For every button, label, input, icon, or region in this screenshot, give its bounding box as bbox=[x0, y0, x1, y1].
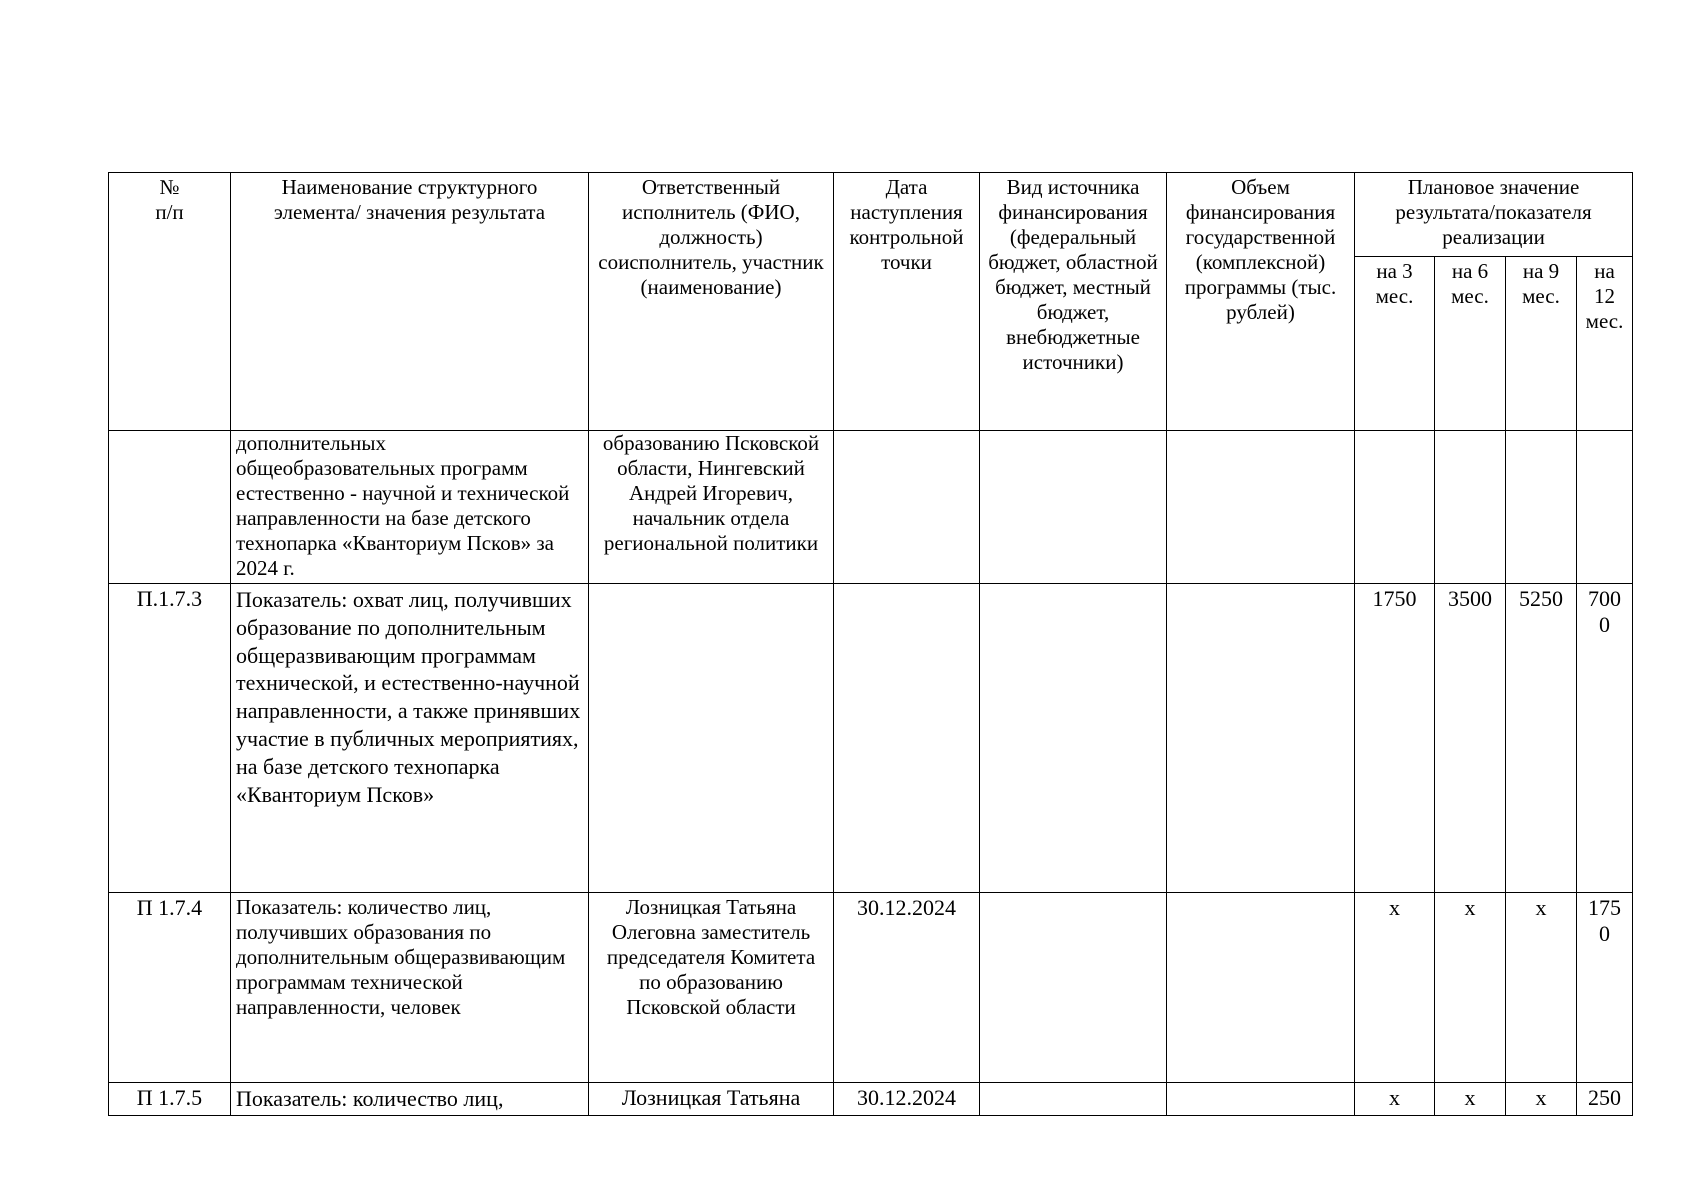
row-responsible: Лозницкая Татьяна bbox=[589, 1083, 834, 1116]
row-name: Показатель: охват лиц, получивших образование по дополнительным общеразвивающим программам технической, и естественно-научной направленности, а также принявших участие в публичных мероприятиях, на базе детского технопарка «Кванториум Псков» bbox=[231, 584, 589, 893]
row-plan-12 bbox=[1577, 431, 1633, 584]
table-row bbox=[109, 1083, 1633, 1116]
table-row bbox=[109, 584, 1633, 893]
row-num: П.1.7.3 bbox=[109, 584, 231, 893]
row-plan-9: х bbox=[1506, 893, 1577, 1083]
header-plan: Плановое значение результата/показателя реализации bbox=[1355, 173, 1633, 257]
row-plan-3: х bbox=[1355, 1083, 1435, 1116]
row-source bbox=[980, 893, 1167, 1083]
header-volume: Объем финансирования государственной (комплексной) программы (тыс. рублей) bbox=[1167, 173, 1355, 431]
row-num: П 1.7.5 bbox=[109, 1083, 231, 1116]
row-plan-6 bbox=[1435, 431, 1506, 584]
row-volume bbox=[1167, 893, 1355, 1083]
row-plan-3: х bbox=[1355, 893, 1435, 1083]
table-row bbox=[109, 431, 1633, 584]
row-source bbox=[980, 584, 1167, 893]
table-row bbox=[109, 893, 1633, 1083]
header-plan-12: на 12 мес. bbox=[1577, 257, 1633, 431]
row-responsible: образованию Псковской области, Нингевский Андрей Игоревич, начальник отдела региональной политики bbox=[589, 431, 834, 584]
header-responsible: Ответственный исполнитель (ФИО, должность) соисполнитель, участник (наименование) bbox=[589, 173, 834, 431]
row-num bbox=[109, 431, 231, 584]
row-plan-9: х bbox=[1506, 1083, 1577, 1116]
row-volume bbox=[1167, 1083, 1355, 1116]
header-num: № п/п bbox=[109, 173, 231, 431]
row-plan-6: х bbox=[1435, 1083, 1506, 1116]
row-date: 30.12.2024 bbox=[834, 893, 980, 1083]
header-plan-3: на 3 мес. bbox=[1355, 257, 1435, 431]
row-plan-9: 5250 bbox=[1506, 584, 1577, 893]
header-source: Вид источника финансирования (федеральный бюджет, областной бюджет, местный бюджет, внебюджетные источники) bbox=[980, 173, 1167, 431]
row-plan-12: 175 0 bbox=[1577, 893, 1633, 1083]
row-plan-9 bbox=[1506, 431, 1577, 584]
header-name: Наименование структурного элемента/ значения результата bbox=[231, 173, 589, 431]
row-volume bbox=[1167, 584, 1355, 893]
header-date: Дата наступления контрольной точки bbox=[834, 173, 980, 431]
row-name: дополнительных общеобразовательных программ естественно - научной и технической направленности на базе детского технопарка «Кванториум Псков» за 2024 г. bbox=[231, 431, 589, 584]
row-date bbox=[834, 431, 980, 584]
row-plan-3: 1750 bbox=[1355, 584, 1435, 893]
plan-table bbox=[108, 172, 1633, 1116]
row-source bbox=[980, 1083, 1167, 1116]
row-plan-6: х bbox=[1435, 893, 1506, 1083]
row-responsible bbox=[589, 584, 834, 893]
row-plan-6: 3500 bbox=[1435, 584, 1506, 893]
row-source bbox=[980, 431, 1167, 584]
row-date: 30.12.2024 bbox=[834, 1083, 980, 1116]
header-plan-6: на 6 мес. bbox=[1435, 257, 1506, 431]
row-plan-12: 250 bbox=[1577, 1083, 1633, 1116]
header-plan-9: на 9 мес. bbox=[1506, 257, 1577, 431]
row-volume bbox=[1167, 431, 1355, 584]
row-responsible: Лозницкая Татьяна Олеговна заместитель председателя Комитета по образованию Псковской области bbox=[589, 893, 834, 1083]
row-name: Показатель: количество лиц, получивших образования по дополнительным общеразвивающим программам технической направленности, человек bbox=[231, 893, 589, 1083]
header-row-1 bbox=[109, 173, 1633, 257]
row-plan-3 bbox=[1355, 431, 1435, 584]
row-plan-12: 700 0 bbox=[1577, 584, 1633, 893]
row-name: Показатель: количество лиц, bbox=[231, 1083, 589, 1116]
row-num: П 1.7.4 bbox=[109, 893, 231, 1083]
row-date bbox=[834, 584, 980, 893]
